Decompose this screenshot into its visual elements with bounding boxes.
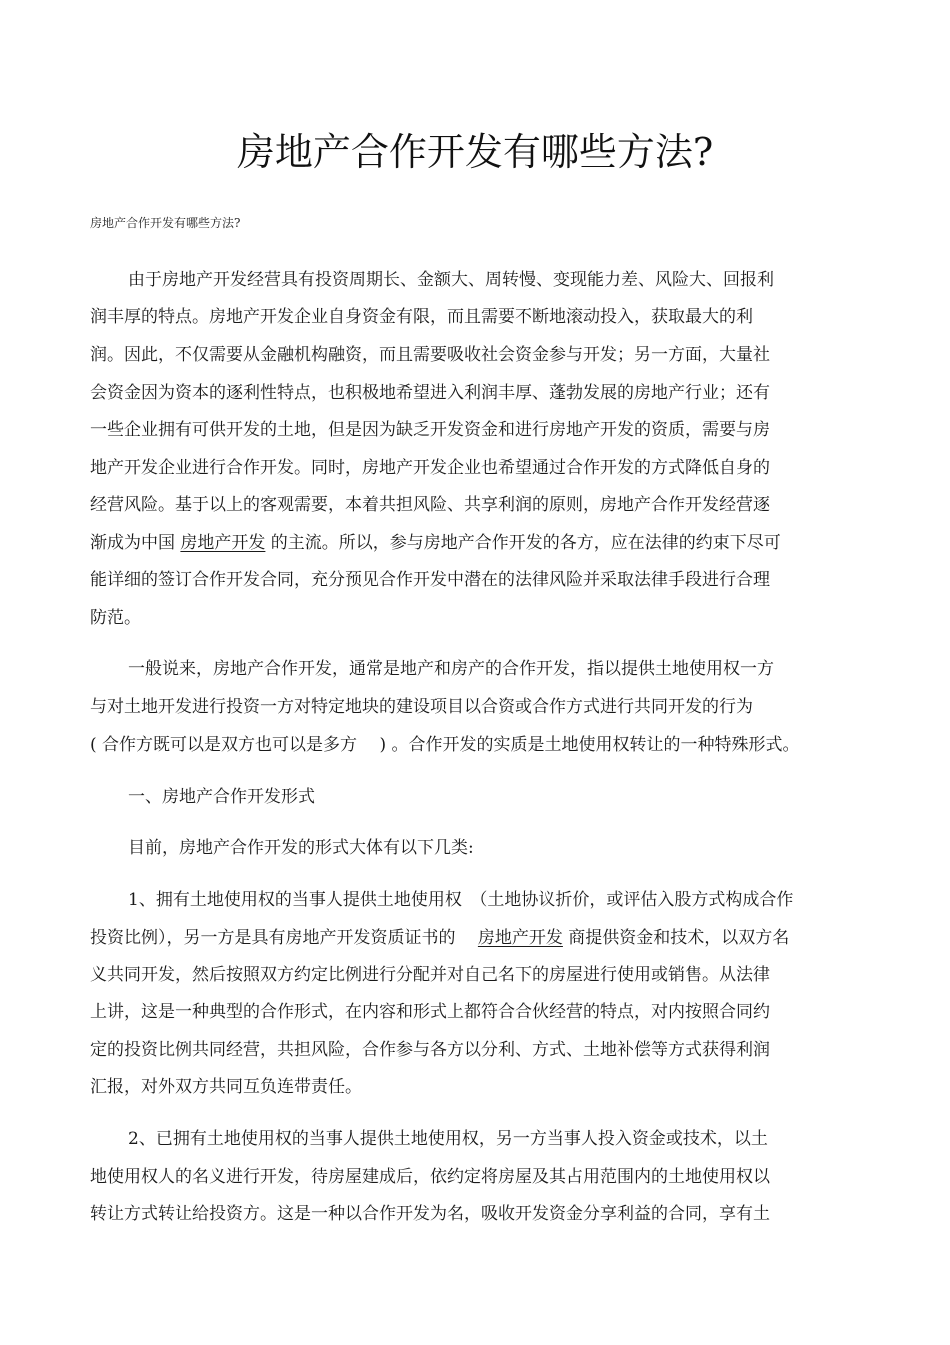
paragraph-line: 由于房地产开发经营具有投资周期长、金额大、周转慢、变现能力差、风险大、回报利 [128,270,774,290]
paragraph-line: 一般说来，房地产合作开发，通常是地产和房产的合作开发，指以提供土地使用权一方 [128,659,774,679]
paragraph-line [90,531,781,555]
paragraph-line: 防范。 [90,608,141,628]
paragraph-line: 润丰厚的特点。房地产开发企业自身资金有限，而且需要不断地滚动投入，获取最大的利 [90,307,753,327]
section-heading: 一、房地产合作开发形式 [128,787,315,807]
page-title: 房地产合作开发有哪些方法? [236,130,714,174]
link-real-estate-development[interactable]: 房地产开发 [180,533,266,553]
paragraph-line: 能详细的签订合作开发合同，充分预见合作开发中潜在的法律风险并采取法律手段进行合理 [90,570,770,590]
paragraph-text: 渐成为中国 [90,533,181,553]
paragraph-text: 的主流。所以，参与房地产合作开发的各方，应在法律的约束下尽可 [265,533,781,553]
paragraph-line: 润。因此，不仅需要从金融机构融资，而且需要吸收社会资金参与开发；另一方面，大量社 [90,345,770,365]
paragraph-text: 投资比例），另一方是具有房地产开发资质证书的 [90,928,478,948]
list-item-line: 定的投资比例共同经营，共担风险，合作参与各方以分利、方式、土地补偿等方式获得利润 [90,1040,770,1060]
list-item-line: 义共同开发，然后按照双方约定比例进行分配并对自己名下的房屋进行使用或销售。从法律 [90,965,770,985]
paragraph-line: 地产开发企业进行合作开发。同时，房地产开发企业也希望通过合作开发的方式降低自身的 [90,458,770,478]
paragraph-line: 目前，房地产合作开发的形式大体有以下几类: [128,838,474,858]
paragraph-line: 经营风险。基于以上的客观需要，本着共担风险、共享利润的原则，房地产合作开发经营逐 [90,495,770,515]
paragraph-line: 一些企业拥有可供开发的土地，但是因为缺乏开发资金和进行房地产开发的资质，需要与房 [90,420,770,440]
list-item-line [90,926,789,950]
list-item-line: 2、已拥有土地使用权的当事人提供土地使用权，另一方当事人投入资金或技术，以土 [128,1129,768,1149]
link-real-estate-development[interactable]: 房地产开发 [477,928,563,948]
paragraph-line: ( 合作方既可以是双方也可以是多方 ) 。合作开发的实质是土地使用权转让的一种特殊形式。 [90,735,800,755]
list-item-line: 1、拥有土地使用权的当事人提供土地使用权 （土地协议折价，或评估入股方式构成合作 [128,890,794,910]
list-item-line: 地使用权人的名义进行开发，待房屋建成后，依约定将房屋及其占用范围内的土地使用权以 [90,1167,770,1187]
list-item-line: 上讲，这是一种典型的合作形式，在内容和形式上都符合合伙经营的特点，对内按照合同约 [90,1002,770,1022]
list-item-line: 转让方式转让给投资方。这是一种以合作开发为名，吸收开发资金分享利益的合同，享有土 [90,1204,770,1224]
list-item-line: 汇报，对外双方共同互负连带责任。 [90,1077,362,1097]
paragraph-text: 商提供资金和技术，以双方名 [562,928,790,948]
page-subtitle: 房地产合作开发有哪些方法? [90,216,241,230]
paragraph-line: 会资金因为资本的逐利性特点，也积极地希望进入利润丰厚、蓬勃发展的房地产行业；还有 [90,383,770,403]
paragraph-line: 与对土地开发进行投资一方对特定地块的建设项目以合资或合作方式进行共同开发的行为 [90,697,753,717]
